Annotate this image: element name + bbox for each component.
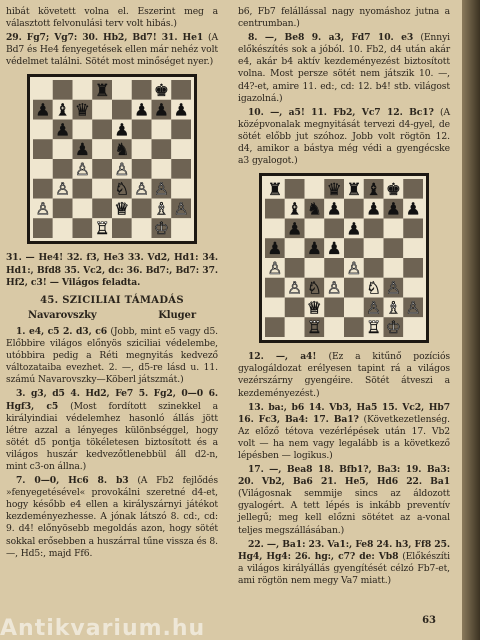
white-knight-icon: ♘ <box>306 277 322 298</box>
black-king-icon: ♚ <box>385 179 401 200</box>
light-square <box>132 140 152 160</box>
white-rook-icon: ♖ <box>366 317 382 338</box>
dark-square <box>403 179 423 199</box>
dark-square <box>171 120 191 140</box>
chess-diagram-1 <box>27 74 197 244</box>
dark-square <box>132 159 152 179</box>
black-rook-icon: ♜ <box>346 179 362 200</box>
left-column <box>6 6 218 562</box>
dark-square <box>33 219 53 239</box>
black-pawn-icon: ♟ <box>35 100 51 121</box>
dark-square <box>33 140 53 160</box>
paragraph <box>6 475 218 560</box>
commentary: (A Fb2 fejlődés »fenyegetésével« provokálni szeretné d4-et, hogy később e4 ellen a királyszárnyi játékot kezdeményezhesse. A jónak látszó 8. cd:, cd: 9. d4! előnyösebb megoldás azon, hogy sötét sokkal erősebben a huszárral tűne vissza és 8. —, Hd5:, majd Ff6. <box>6 475 218 559</box>
black-pawn-icon: ♟ <box>405 198 421 219</box>
light-square <box>171 179 191 199</box>
white-knight-icon: ♘ <box>114 179 130 200</box>
dark-square <box>132 80 152 100</box>
light-square <box>33 120 53 140</box>
white-rook-icon: ♖ <box>94 218 110 239</box>
dark-square <box>344 278 364 298</box>
white-bishop-icon: ♗ <box>385 297 401 318</box>
light-square <box>305 179 325 199</box>
dark-square <box>73 219 93 239</box>
white-king-icon: ♔ <box>385 317 401 338</box>
dark-square <box>53 199 73 219</box>
paragraph <box>6 32 218 68</box>
white-player: Navarovszky <box>28 309 97 321</box>
white-pawn-icon: ♙ <box>267 258 283 279</box>
paragraph <box>6 252 218 288</box>
move-text: 10. —, a5! 11. Fb2, Vc7 12. Bc1? <box>248 106 434 118</box>
move-text: 29. Fg7; Vg7: 30. Hb2, Bd7! 31. He1 <box>6 32 204 44</box>
dark-square <box>285 179 305 199</box>
black-bishop-icon: ♝ <box>55 100 71 121</box>
black-pawn-icon: ♟ <box>74 139 90 160</box>
light-square <box>152 159 172 179</box>
commentary: (Előkészíti a világos királyállás gyengítését célzó Fb7-et, ami rögtön nem megy Va7 miatt.) <box>238 550 450 586</box>
light-square <box>152 120 172 140</box>
black-bishop-icon: ♝ <box>366 179 382 200</box>
commentary: (A középvonalak megnyitását tervezi d4-gyel, de sötét előbb jut szóhoz. Jobb volt rögtön 12. d4, amikor a bástya még védi a gyengécske a3 gyalogot.) <box>238 106 451 167</box>
move-text: 8. —, Be8 9. a3, Fd7 10. e3 <box>248 32 414 44</box>
black-pawn-icon: ♟ <box>134 100 150 121</box>
black-pawn-icon: ♟ <box>306 238 322 259</box>
dark-square <box>285 258 305 278</box>
white-bishop-icon: ♗ <box>153 198 169 219</box>
light-square <box>265 219 285 239</box>
chess-diagram-2 <box>259 173 429 343</box>
light-square <box>73 199 93 219</box>
white-pawn-icon: ♙ <box>153 179 169 200</box>
commentary: (Következetlenség. Az előző tétova vezérlépések után 17. Vb2 volt — ha nem vagy legalább is a következő lépésben — logikus.) <box>238 413 450 461</box>
light-square <box>403 278 423 298</box>
light-square <box>92 140 112 160</box>
light-square <box>92 100 112 120</box>
dark-square <box>92 199 112 219</box>
light-square <box>92 179 112 199</box>
dark-square <box>364 219 384 239</box>
move-text: 17. —, Bea8 18. Bfb1?, Ba3: 19. Ba3: 20. Vb2, Ba6 21. He5, Hd6 22. Ba1 <box>238 464 450 488</box>
chess-board-svg <box>265 179 423 337</box>
black-queen-icon: ♛ <box>326 179 342 200</box>
light-square <box>73 80 93 100</box>
white-king-icon: ♔ <box>153 218 169 239</box>
dark-square <box>324 219 344 239</box>
light-square <box>403 317 423 337</box>
paragraph: hibát követett volna el. Eszerint meg a választott felvonulási terv volt hibás.) <box>6 6 218 30</box>
black-pawn-icon: ♟ <box>326 198 342 219</box>
white-pawn-icon: ♙ <box>134 179 150 200</box>
dark-square <box>53 159 73 179</box>
light-square <box>53 140 73 160</box>
dark-square <box>403 258 423 278</box>
move-text: 22. —, Ba1: 23. Va1:, Fe8 24. h3, Ff8 25. Hg4, Hg4: 26. hg:, c7? de: Vb8 <box>238 538 450 562</box>
light-square <box>285 238 305 258</box>
light-square <box>33 80 53 100</box>
black-pawn-icon: ♟ <box>173 100 189 121</box>
dark-square <box>265 278 285 298</box>
dark-square <box>73 179 93 199</box>
players-line <box>6 310 218 322</box>
light-square <box>324 317 344 337</box>
light-square <box>73 120 93 140</box>
black-queen-icon: ♛ <box>74 100 90 121</box>
commentary: (Jobb, mint e5 vagy d5. Előbbire világos előnyös sziciliai védelembe, utóbbira pedig a Réti megnyitás kedvező változataiba evezhet. 2. —, d5-re lásd u. 11. számú Navarovszky—Köberl játszmát.) <box>6 325 219 386</box>
paragraph <box>238 464 450 537</box>
black-pawn-icon: ♟ <box>114 119 130 140</box>
dark-square <box>364 258 384 278</box>
white-pawn-icon: ♙ <box>173 198 189 219</box>
commentary: (Most fordított szinekkel a királyindiai védelemhez hasonló állás jött létre azzal a lényeges különbséggel, hogy sötét d5 pontja tökéletesen biztosított és a világos huszár kedvezőtlenebbül áll d2-n, mint c3-on állna.) <box>6 400 218 472</box>
dark-square <box>152 140 172 160</box>
paragraph <box>6 326 218 386</box>
black-knight-icon: ♞ <box>114 139 130 160</box>
black-bishop-icon: ♝ <box>287 198 303 219</box>
move-text: 12. —, a4! <box>248 351 329 363</box>
light-square <box>112 80 132 100</box>
dark-square <box>344 238 364 258</box>
paragraph <box>238 107 450 167</box>
dark-square <box>171 80 191 100</box>
dark-square <box>324 298 344 318</box>
light-square <box>384 219 404 239</box>
white-pawn-icon: ♙ <box>55 179 71 200</box>
light-square <box>132 219 152 239</box>
light-square <box>53 219 73 239</box>
paragraph <box>238 32 450 105</box>
black-pawn-icon: ♟ <box>385 198 401 219</box>
dark-square <box>132 199 152 219</box>
white-pawn-icon: ♙ <box>74 159 90 180</box>
commentary: (Világosnak semmije sincs az áldozott gyalogért. A tett lépés is inkább preventív jellegű; meg kell előzni sötétet az a-vonal teljes megszállásában.) <box>238 488 450 536</box>
dark-square <box>344 199 364 219</box>
move-text: 3. g3, d5 4. Hd2, Fe7 5. Fg2, 0—0 6. Hgf3, c5 <box>6 388 218 412</box>
paragraph <box>238 402 450 462</box>
black-pawn-icon: ♟ <box>346 218 362 239</box>
right-column <box>238 6 450 589</box>
move-text: 13. ba:, b6 14. Vb3, Ha5 15. Vc2, Hb7 16. Fc3, Ba4: 17. Ba1? <box>238 401 450 425</box>
light-square <box>344 298 364 318</box>
dark-square <box>132 120 152 140</box>
dark-square <box>92 120 112 140</box>
light-square <box>305 219 325 239</box>
commentary: (A Bd7 és He4 fenyegetések ellen már nehéz volt védelmet találni. Sötét most minőséget nyer.) <box>6 32 218 68</box>
paragraph <box>6 388 218 473</box>
book-spine-shadow <box>462 0 480 640</box>
white-rook-icon: ♖ <box>306 317 322 338</box>
dark-square <box>265 317 285 337</box>
black-pawn-icon: ♟ <box>326 238 342 259</box>
light-square <box>265 298 285 318</box>
black-pawn-icon: ♟ <box>153 100 169 121</box>
white-pawn-icon: ♙ <box>114 159 130 180</box>
game-heading: 45. SZICILIAI TÁMADÁS <box>40 294 184 306</box>
move-text: 31. — He4! 32. f3, He3 33. Vd2, Hd1: 34. Hd1:, Bfd8 35. Vc2, dc: 36. Bd7:, Bd7: 37. Hf2, c3! — Világos feladta. <box>6 252 218 288</box>
black-player: Kluger <box>158 309 196 321</box>
light-square <box>285 317 305 337</box>
black-king-icon: ♚ <box>153 80 169 101</box>
white-pawn-icon: ♙ <box>405 297 421 318</box>
dark-square <box>285 298 305 318</box>
black-pawn-icon: ♟ <box>287 218 303 239</box>
dark-square <box>384 238 404 258</box>
white-pawn-icon: ♙ <box>346 258 362 279</box>
move-text: 1. e4, c5 2. d3, c6 <box>16 325 108 337</box>
commentary: (Ez a kitűnő pozíciós gyalogáldozat erélyesen tapint rá a világos vezérszárny gyengéire. Sötét átveszi a kezdeményezést.) <box>238 351 451 399</box>
dark-square <box>403 219 423 239</box>
dark-square <box>53 80 73 100</box>
paragraph <box>238 539 450 587</box>
light-square <box>33 159 53 179</box>
black-pawn-icon: ♟ <box>366 198 382 219</box>
white-queen-icon: ♕ <box>114 198 130 219</box>
black-pawn-icon: ♟ <box>267 238 283 259</box>
white-knight-icon: ♘ <box>366 277 382 298</box>
white-pawn-icon: ♙ <box>35 198 51 219</box>
paragraph: b6, Fb7 felállással nagy nyomáshoz jutna a centrumban.) <box>238 6 450 30</box>
white-pawn-icon: ♙ <box>366 297 382 318</box>
white-queen-icon: ♕ <box>306 297 322 318</box>
move-text: 7. 0—0, Hc6 8. b3 <box>16 475 129 487</box>
commentary: (Ennyi előkészítés sok a jóból. 10. Fb2, d4 után akár e4, akár b4 aktív kezdeményezést biztosított volna. Most persze sötét nem játszik 10. —, d4?-et, amire 11. ed:, cd: 12. b4! stb. világost igazolná.) <box>238 32 450 104</box>
white-pawn-icon: ♙ <box>385 277 401 298</box>
light-square <box>171 219 191 239</box>
black-rook-icon: ♜ <box>94 80 110 101</box>
dark-square <box>92 159 112 179</box>
light-square <box>403 238 423 258</box>
black-knight-icon: ♞ <box>306 198 322 219</box>
watermark: Antikvarium.hu <box>0 618 206 640</box>
black-rook-icon: ♜ <box>267 179 283 200</box>
dark-square <box>33 179 53 199</box>
page-number: 63 <box>422 615 436 626</box>
paragraph <box>238 351 450 399</box>
dark-square <box>265 199 285 219</box>
light-square <box>171 140 191 160</box>
chess-board-svg <box>33 80 191 238</box>
dark-square <box>324 258 344 278</box>
light-square <box>305 258 325 278</box>
dark-square <box>112 100 132 120</box>
light-square <box>364 238 384 258</box>
white-pawn-icon: ♙ <box>287 277 303 298</box>
white-pawn-icon: ♙ <box>326 277 342 298</box>
dark-square <box>171 159 191 179</box>
black-pawn-icon: ♟ <box>55 119 71 140</box>
light-square <box>384 258 404 278</box>
dark-square <box>344 317 364 337</box>
dark-square <box>112 219 132 239</box>
